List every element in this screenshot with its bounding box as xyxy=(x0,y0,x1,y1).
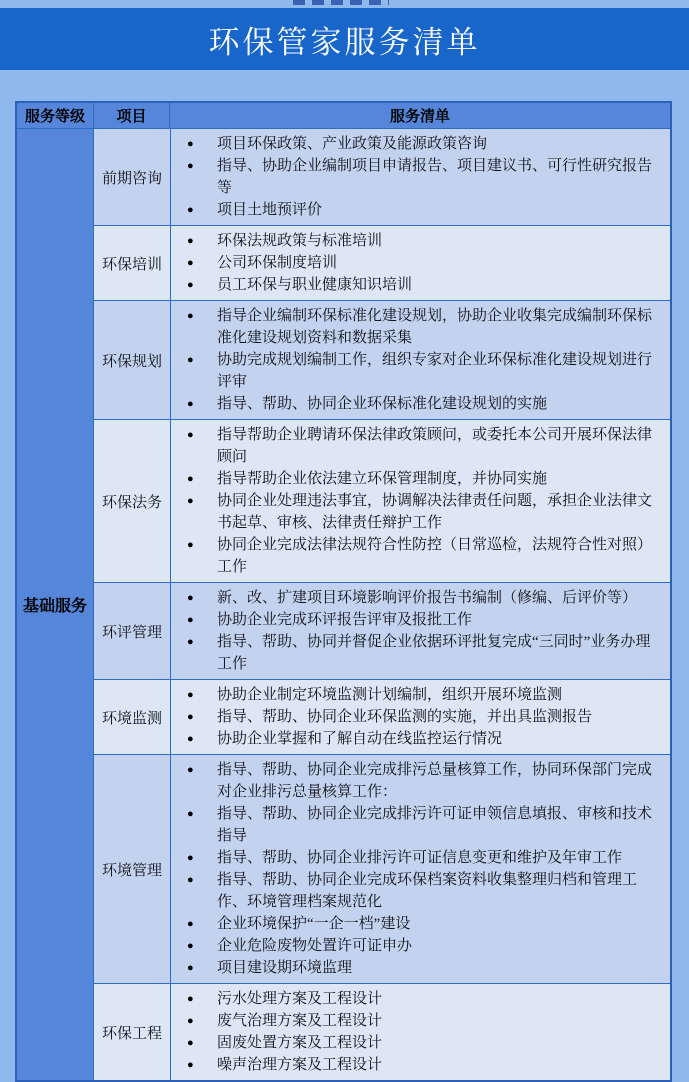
list-item xyxy=(187,609,662,631)
list-item xyxy=(187,230,662,252)
bullet-icon: ● xyxy=(187,1037,194,1049)
project-label: 前期咨询 xyxy=(101,170,162,187)
list-item xyxy=(187,1054,662,1076)
table-header-row xyxy=(17,103,670,128)
service-item-text: 指导企业编制环保标准化建设规划，协助企业收集完成编制环保标准化建设规划资料和数据采集 xyxy=(217,308,653,346)
list-item xyxy=(187,803,662,847)
bullet-icon: ● xyxy=(187,636,194,648)
service-level-cell: 基础服务 xyxy=(17,129,94,1080)
service-items-cell xyxy=(170,301,670,419)
project-label: 环境管理 xyxy=(101,862,162,879)
bullet-icon: ● xyxy=(187,764,194,776)
title-banner xyxy=(0,8,689,70)
service-item-text: 指导、帮助、协同企业完成排污许可证申领信息填报、审核和技术指导 xyxy=(217,806,653,844)
bullet-icon: ● xyxy=(187,310,194,322)
bullet-icon: ● xyxy=(187,592,194,604)
bullet-icon: ● xyxy=(187,940,194,952)
list-item xyxy=(187,133,662,155)
service-item-text: 指导、帮助、协同并督促企业依据环评批复完成“三同时”业务办理工作 xyxy=(217,634,651,672)
service-items-cell xyxy=(170,226,670,300)
project-label: 环保培训 xyxy=(101,256,162,273)
service-item-text: 指导、帮助、协同企业排污许可证信息变更和维护及年审工作 xyxy=(217,850,623,866)
project-label: 环保法务 xyxy=(101,494,162,511)
list-item xyxy=(187,199,662,221)
service-item-text: 噪声治理方案及工程设计 xyxy=(217,1057,383,1073)
header-project: 项目 xyxy=(94,103,170,128)
bullet-icon: ● xyxy=(187,257,194,269)
service-item-text: 协助企业掌握和了解自动在线监控运行情况 xyxy=(217,731,503,747)
service-items-cell xyxy=(170,755,670,983)
service-item-text: 项目土地预评价 xyxy=(217,202,323,218)
service-item-text: 废气治理方案及工程设计 xyxy=(217,1013,383,1029)
service-item-text: 协助企业制定环境监测计划编制，组织开展环境监测 xyxy=(217,687,563,703)
list-item xyxy=(187,935,662,957)
header-service-level: 服务等级 xyxy=(17,103,94,128)
project-label: 环保工程 xyxy=(101,1025,162,1042)
bullet-icon: ● xyxy=(187,808,194,820)
project-label: 环评管理 xyxy=(101,624,162,641)
list-item xyxy=(187,684,662,706)
service-item-text: 指导、帮助、协同企业环保标准化建设规划的实施 xyxy=(217,396,548,412)
service-item-text: 公司环保制度培训 xyxy=(217,255,338,271)
service-item-text: 固废处置方案及工程设计 xyxy=(217,1035,383,1051)
bullet-icon: ● xyxy=(187,962,194,974)
bullet-icon: ● xyxy=(187,852,194,864)
page-title: 环保管家服务清单 xyxy=(208,24,481,60)
bullet-icon: ● xyxy=(187,614,194,626)
bullet-icon: ● xyxy=(187,204,194,216)
bullet-icon: ● xyxy=(187,279,194,291)
bullet-icon: ● xyxy=(187,138,194,150)
service-item-text: 协同企业完成法律法规符合性防控（日常巡检，法规符合性对照）工作 xyxy=(217,537,653,575)
bullet-icon: ● xyxy=(187,733,194,745)
table-row xyxy=(94,129,670,225)
bullet-icon: ● xyxy=(187,918,194,930)
service-item-text: 环保法规政策与标准培训 xyxy=(217,233,383,249)
project-label: 环保规划 xyxy=(101,353,162,370)
list-item xyxy=(187,759,662,803)
bullet-icon: ● xyxy=(187,429,194,441)
bullet-icon: ● xyxy=(187,1059,194,1071)
service-item-text: 项目环保政策、产业政策及能源政策咨询 xyxy=(217,136,488,152)
bullet-icon: ● xyxy=(187,473,194,485)
list-item xyxy=(187,1032,662,1054)
service-item-text: 企业环境保护“一企一档”建设 xyxy=(217,916,411,932)
list-item xyxy=(187,349,662,393)
table-body xyxy=(17,128,670,1080)
table-row xyxy=(94,754,670,983)
bullet-icon: ● xyxy=(187,711,194,723)
service-item-text: 协助企业完成环评报告评审及报批工作 xyxy=(217,612,473,628)
bullet-icon: ● xyxy=(187,539,194,551)
project-label: 环境监测 xyxy=(101,710,162,727)
list-item xyxy=(187,534,662,578)
service-item-text: 指导、协助企业编制项目申请报告、项目建议书、可行性研究报告等 xyxy=(217,158,653,196)
list-item xyxy=(187,631,662,675)
service-item-text: 协同企业处理违法事宜，协调解决法律责任问题，承担企业法律文书起草、审核、法律责任辩护工作 xyxy=(217,493,653,531)
table-row xyxy=(94,679,670,754)
bullet-icon: ● xyxy=(187,495,194,507)
service-items-cell xyxy=(170,583,670,679)
bullet-icon: ● xyxy=(187,398,194,410)
service-item-text: 指导、帮助、协同企业完成排污总量核算工作，协同环保部门完成对企业排污总量核算工作： xyxy=(217,762,653,800)
list-item xyxy=(187,1010,662,1032)
clipped-text-fragment xyxy=(293,0,389,5)
list-item xyxy=(187,155,662,199)
service-item-text: 项目建设期环境监理 xyxy=(217,960,353,976)
header-service-list: 服务清单 xyxy=(389,109,450,125)
bullet-icon: ● xyxy=(187,1015,194,1027)
list-item xyxy=(187,847,662,869)
table-row xyxy=(94,300,670,419)
list-item xyxy=(187,957,662,979)
service-item-text: 指导帮助企业依法建立环保管理制度，并协同实施 xyxy=(217,471,548,487)
service-item-text: 企业危险废物处置许可证申办 xyxy=(217,938,413,954)
service-item-text: 指导、帮助、协同企业完成环保档案资料收集整理归档和管理工作、环境管理档案规范化 xyxy=(217,872,638,910)
list-item xyxy=(187,468,662,490)
list-item xyxy=(187,706,662,728)
bullet-icon: ● xyxy=(187,874,194,886)
bullet-icon: ● xyxy=(187,689,194,701)
table-row xyxy=(94,419,670,582)
service-items-cell xyxy=(170,129,670,225)
bullet-icon: ● xyxy=(187,160,194,172)
list-item xyxy=(187,424,662,468)
list-item xyxy=(187,587,662,609)
service-item-text: 新、改、扩建项目环境影响评价报告书编制（修编、后评价等） xyxy=(217,590,638,606)
list-item xyxy=(187,305,662,349)
service-items-cell xyxy=(170,984,670,1080)
list-item xyxy=(187,252,662,274)
service-item-text: 指导、帮助、协同企业环保监测的实施，并出具监测报告 xyxy=(217,709,593,725)
service-item-text: 指导帮助企业聘请环保法律政策顾问，或委托本公司开展环保法律顾问 xyxy=(217,427,653,465)
service-table xyxy=(15,101,672,1082)
table-row xyxy=(94,582,670,679)
list-item xyxy=(187,490,662,534)
table-row xyxy=(94,225,670,300)
list-item xyxy=(187,393,662,415)
list-item xyxy=(187,988,662,1010)
service-item-text: 员工环保与职业健康知识培训 xyxy=(217,277,413,293)
service-item-text: 污水处理方案及工程设计 xyxy=(217,991,383,1007)
list-item xyxy=(187,274,662,296)
list-item xyxy=(187,728,662,750)
service-items-cell xyxy=(170,680,670,754)
bullet-icon: ● xyxy=(187,354,194,366)
rows-column xyxy=(94,129,670,1080)
list-item xyxy=(187,869,662,913)
bullet-icon: ● xyxy=(187,993,194,1005)
service-items-cell xyxy=(170,420,670,582)
service-item-text: 协助完成规划编制工作，组织专家对企业环保标准化建设规划进行评审 xyxy=(217,352,653,390)
table-row xyxy=(94,983,670,1080)
bullet-icon: ● xyxy=(187,235,194,247)
